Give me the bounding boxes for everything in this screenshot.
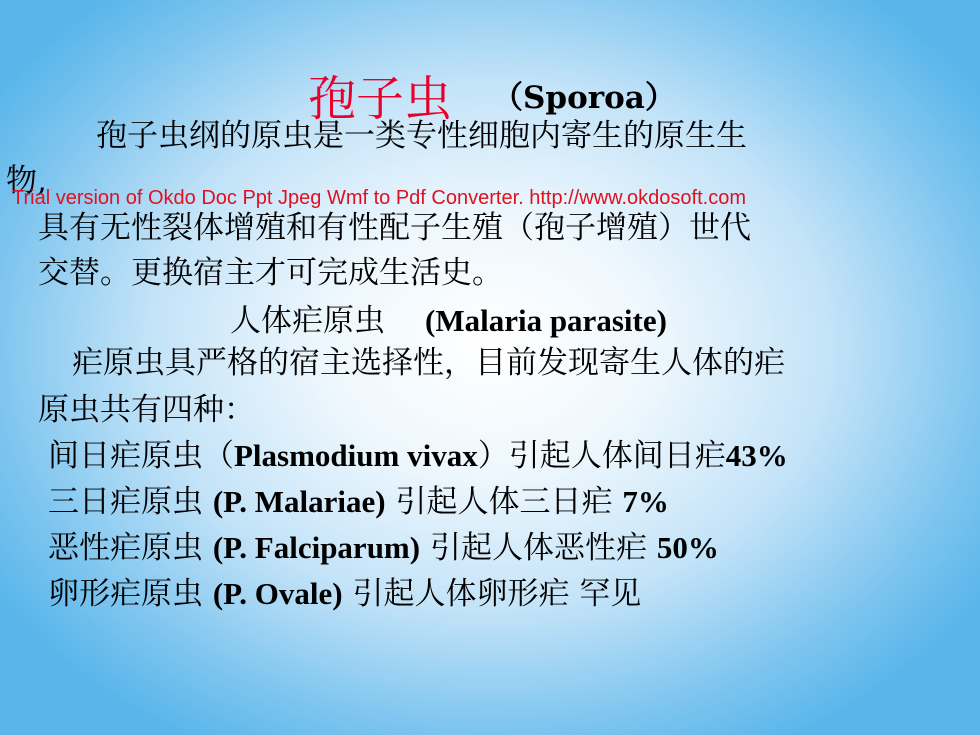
species-latin-name: (P. Falciparum) bbox=[212, 530, 421, 565]
species-frequency: 罕见 bbox=[579, 576, 642, 612]
species-chinese-name: 恶性疟原虫 bbox=[48, 530, 213, 566]
subheading bbox=[230, 305, 667, 337]
species-chinese-name: 卵形疟原虫 bbox=[48, 576, 213, 612]
species-disease: 引起人体三日疟 bbox=[385, 484, 623, 520]
slide-title-english: （Sporoa） bbox=[492, 80, 676, 116]
paragraph-line-2: 原虫共有四种： bbox=[38, 392, 255, 428]
intro-line-1: 孢子虫纲的原虫是一类专性细胞内寄生的原生生 bbox=[96, 118, 747, 154]
species-row-falciparum bbox=[48, 532, 719, 564]
paragraph-line-1: 疟原虫具严格的宿主选择性，目前发现寄生人体的疟 bbox=[72, 345, 785, 381]
species-disease: 引起人体恶性疟 bbox=[420, 530, 657, 566]
species-latin-name: (P. Malariae) bbox=[212, 484, 386, 519]
species-row-ovale bbox=[48, 578, 641, 610]
species-row-vivax bbox=[48, 440, 788, 472]
species-disease: 引起人体卵形疟 bbox=[342, 576, 580, 612]
subheading-english: (Malaria parasite) bbox=[425, 303, 667, 338]
intro-line-2: 物, bbox=[6, 163, 47, 199]
subheading-chinese: 人体疟原虫 bbox=[230, 303, 385, 339]
species-percentage: 50% bbox=[656, 530, 719, 565]
species-chinese-name: 间日疟原虫（ bbox=[48, 438, 234, 474]
species-row-malariae bbox=[48, 486, 669, 518]
slide-title: 孢子虫 bbox=[308, 71, 453, 127]
watermark-text: Trial version of Okdo Doc Ppt Jpeg Wmf to Pdf Converter. http://www.okdosoft.com bbox=[12, 187, 746, 209]
species-latin-name: (P. Ovale) bbox=[212, 576, 343, 611]
species-percentage: 7% bbox=[622, 484, 669, 519]
intro-line-3: 具有无性裂体增殖和有性配子生殖（孢子增殖）世代 bbox=[38, 210, 751, 246]
species-chinese-name: 三日疟原虫 bbox=[48, 484, 213, 520]
intro-line-4: 交替。更换宿主才可完成生活史。 bbox=[38, 255, 503, 291]
species-percentage: 43% bbox=[725, 438, 788, 473]
species-latin-name: Plasmodium vivax bbox=[234, 438, 478, 473]
species-disease: ）引起人体间日疟 bbox=[477, 438, 726, 474]
